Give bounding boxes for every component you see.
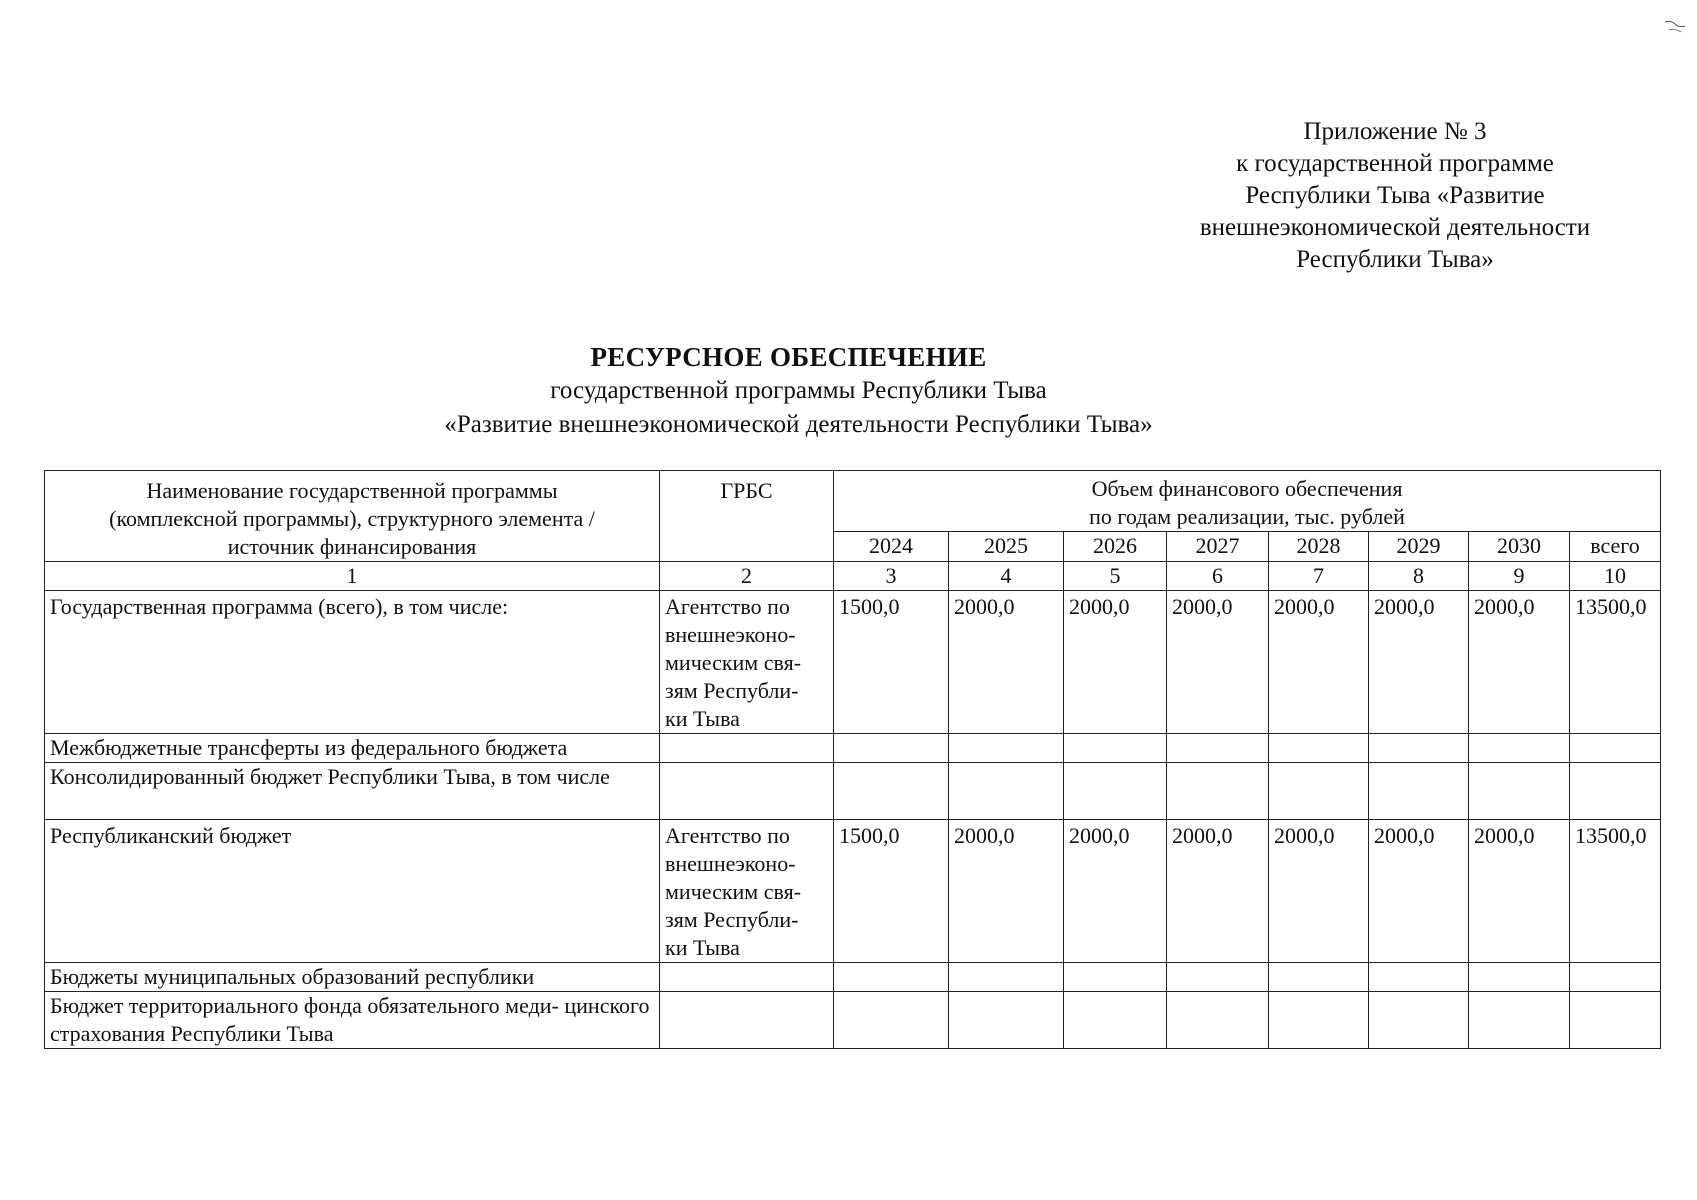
row-grbs (660, 820, 834, 963)
value-cell (1269, 992, 1369, 1049)
value-cell (1469, 963, 1570, 992)
grbs-line: зям Республи- (665, 907, 799, 932)
table-row (45, 820, 1661, 963)
resource-table (44, 470, 1661, 1049)
value-cell (1167, 763, 1269, 820)
total-cell: 13500,0 (1570, 591, 1661, 734)
header-total: всего (1570, 532, 1661, 562)
appendix-note (1145, 116, 1645, 276)
header-year: 2028 (1269, 532, 1369, 562)
value-cell: 2000,0 (949, 820, 1064, 963)
table-row (45, 992, 1661, 1049)
appendix-line-3: Республики Тыва «Развитие (1245, 182, 1545, 209)
total-cell (1570, 992, 1661, 1049)
grbs-line: ки Тыва (665, 706, 740, 731)
value-cell: 2000,0 (1469, 820, 1570, 963)
value-cell (834, 992, 949, 1049)
document-title (0, 340, 1697, 442)
value-cell (949, 963, 1064, 992)
column-number: 7 (1269, 562, 1369, 591)
value-cell (834, 763, 949, 820)
row-grbs (660, 734, 834, 763)
table-row (45, 734, 1661, 763)
header-grbs-cell (660, 471, 834, 562)
column-number: 6 (1167, 562, 1269, 591)
value-cell: 2000,0 (1064, 820, 1167, 963)
value-cell (949, 763, 1064, 820)
header-year: 2026 (1064, 532, 1167, 562)
value-cell (834, 963, 949, 992)
header-volume-line-1: Объем финансового обеспечения (1091, 476, 1403, 501)
value-cell (1469, 992, 1570, 1049)
column-number: 2 (660, 562, 834, 591)
column-number: 4 (949, 562, 1064, 591)
value-cell (1269, 734, 1369, 763)
value-cell (949, 734, 1064, 763)
value-cell: 2000,0 (949, 591, 1064, 734)
grbs-line: ки Тыва (665, 935, 740, 960)
value-cell: 2000,0 (1064, 591, 1167, 734)
row-grbs (660, 591, 834, 734)
header-volume-line-2: по годам реализации, тыс. рублей (1089, 504, 1405, 529)
appendix-line-2: к государственной программе (1236, 150, 1554, 177)
column-number: 3 (834, 562, 949, 591)
title-subtitle-2: «Развитие внешнеэкономической деятельности Республики Тыва» (444, 411, 1153, 438)
total-cell: 13500,0 (1570, 820, 1661, 963)
table-row (45, 963, 1661, 992)
grbs-line: Агентство по (665, 594, 790, 619)
value-cell (1369, 963, 1469, 992)
appendix-line-1: Приложение № 3 (1303, 118, 1487, 145)
value-cell (1167, 734, 1269, 763)
appendix-line-4: внешнеэкономической деятельности (1199, 214, 1591, 241)
header-volume-cell (834, 471, 1661, 532)
header-row-1 (45, 471, 1661, 532)
value-cell: 1500,0 (834, 820, 949, 963)
value-cell: 1500,0 (834, 591, 949, 734)
row-name: Республиканский бюджет (45, 820, 660, 963)
value-cell: 2000,0 (1269, 591, 1369, 734)
value-cell (1064, 763, 1167, 820)
column-numbers-row (45, 562, 1661, 591)
header-name-line-2: (комплексной программы), структурного элемента / (109, 506, 595, 531)
grbs-line: внешнеэконо- (665, 622, 796, 647)
total-cell (1570, 734, 1661, 763)
row-name: Консолидированный бюджет Республики Тыва, в том числе (45, 763, 660, 820)
value-cell (1064, 734, 1167, 763)
value-cell (834, 734, 949, 763)
row-name: Бюджет территориального фонда обязательного меди- цинского страхования Республики Тыва (45, 992, 660, 1049)
title-subtitle-1: государственной программы Республики Тыва (550, 377, 1047, 404)
total-cell (1570, 963, 1661, 992)
header-grbs: ГРБС (720, 478, 773, 503)
corner-scribble-mark (1663, 18, 1689, 36)
header-name-cell (45, 471, 660, 562)
value-cell: 2000,0 (1269, 820, 1369, 963)
value-cell (1469, 734, 1570, 763)
row-grbs (660, 992, 834, 1049)
value-cell: 2000,0 (1469, 591, 1570, 734)
value-cell (1369, 763, 1469, 820)
header-name-line-3: источник финансирования (227, 534, 477, 559)
column-number: 1 (45, 562, 660, 591)
value-cell (1469, 763, 1570, 820)
value-cell: 2000,0 (1167, 820, 1269, 963)
header-year: 2029 (1369, 532, 1469, 562)
grbs-line: Агентство по (665, 823, 790, 848)
header-year: 2030 (1469, 532, 1570, 562)
value-cell: 2000,0 (1167, 591, 1269, 734)
grbs-line: внешнеэконо- (665, 851, 796, 876)
value-cell: 2000,0 (1369, 591, 1469, 734)
value-cell (1369, 992, 1469, 1049)
grbs-line: мическим свя- (665, 650, 802, 675)
column-number: 10 (1570, 562, 1661, 591)
value-cell (1269, 763, 1369, 820)
row-name: Бюджеты муниципальных образований республики (45, 963, 660, 992)
row-grbs (660, 763, 834, 820)
value-cell (1167, 963, 1269, 992)
row-name: Государственная программа (всего), в том числе: (45, 591, 660, 734)
appendix-line-5: Республики Тыва» (1296, 246, 1494, 273)
grbs-line: мическим свя- (665, 879, 802, 904)
total-cell (1570, 763, 1661, 820)
value-cell (1167, 992, 1269, 1049)
header-year: 2024 (834, 532, 949, 562)
header-year: 2025 (949, 532, 1064, 562)
value-cell (949, 992, 1064, 1049)
table-row (45, 591, 1661, 734)
row-name: Межбюджетные трансферты из федерального бюджета (45, 734, 660, 763)
grbs-line: зям Республи- (665, 678, 799, 703)
table-row (45, 763, 1661, 820)
column-number: 8 (1369, 562, 1469, 591)
header-name-line-1: Наименование государственной программы (146, 478, 558, 503)
value-cell (1064, 963, 1167, 992)
column-number: 5 (1064, 562, 1167, 591)
value-cell (1369, 734, 1469, 763)
title-main: РЕСУРСНОЕ ОБЕСПЕЧЕНИЕ (590, 342, 987, 372)
value-cell (1064, 992, 1167, 1049)
value-cell: 2000,0 (1369, 820, 1469, 963)
header-year: 2027 (1167, 532, 1269, 562)
column-number: 9 (1469, 562, 1570, 591)
value-cell (1269, 963, 1369, 992)
row-grbs (660, 963, 834, 992)
